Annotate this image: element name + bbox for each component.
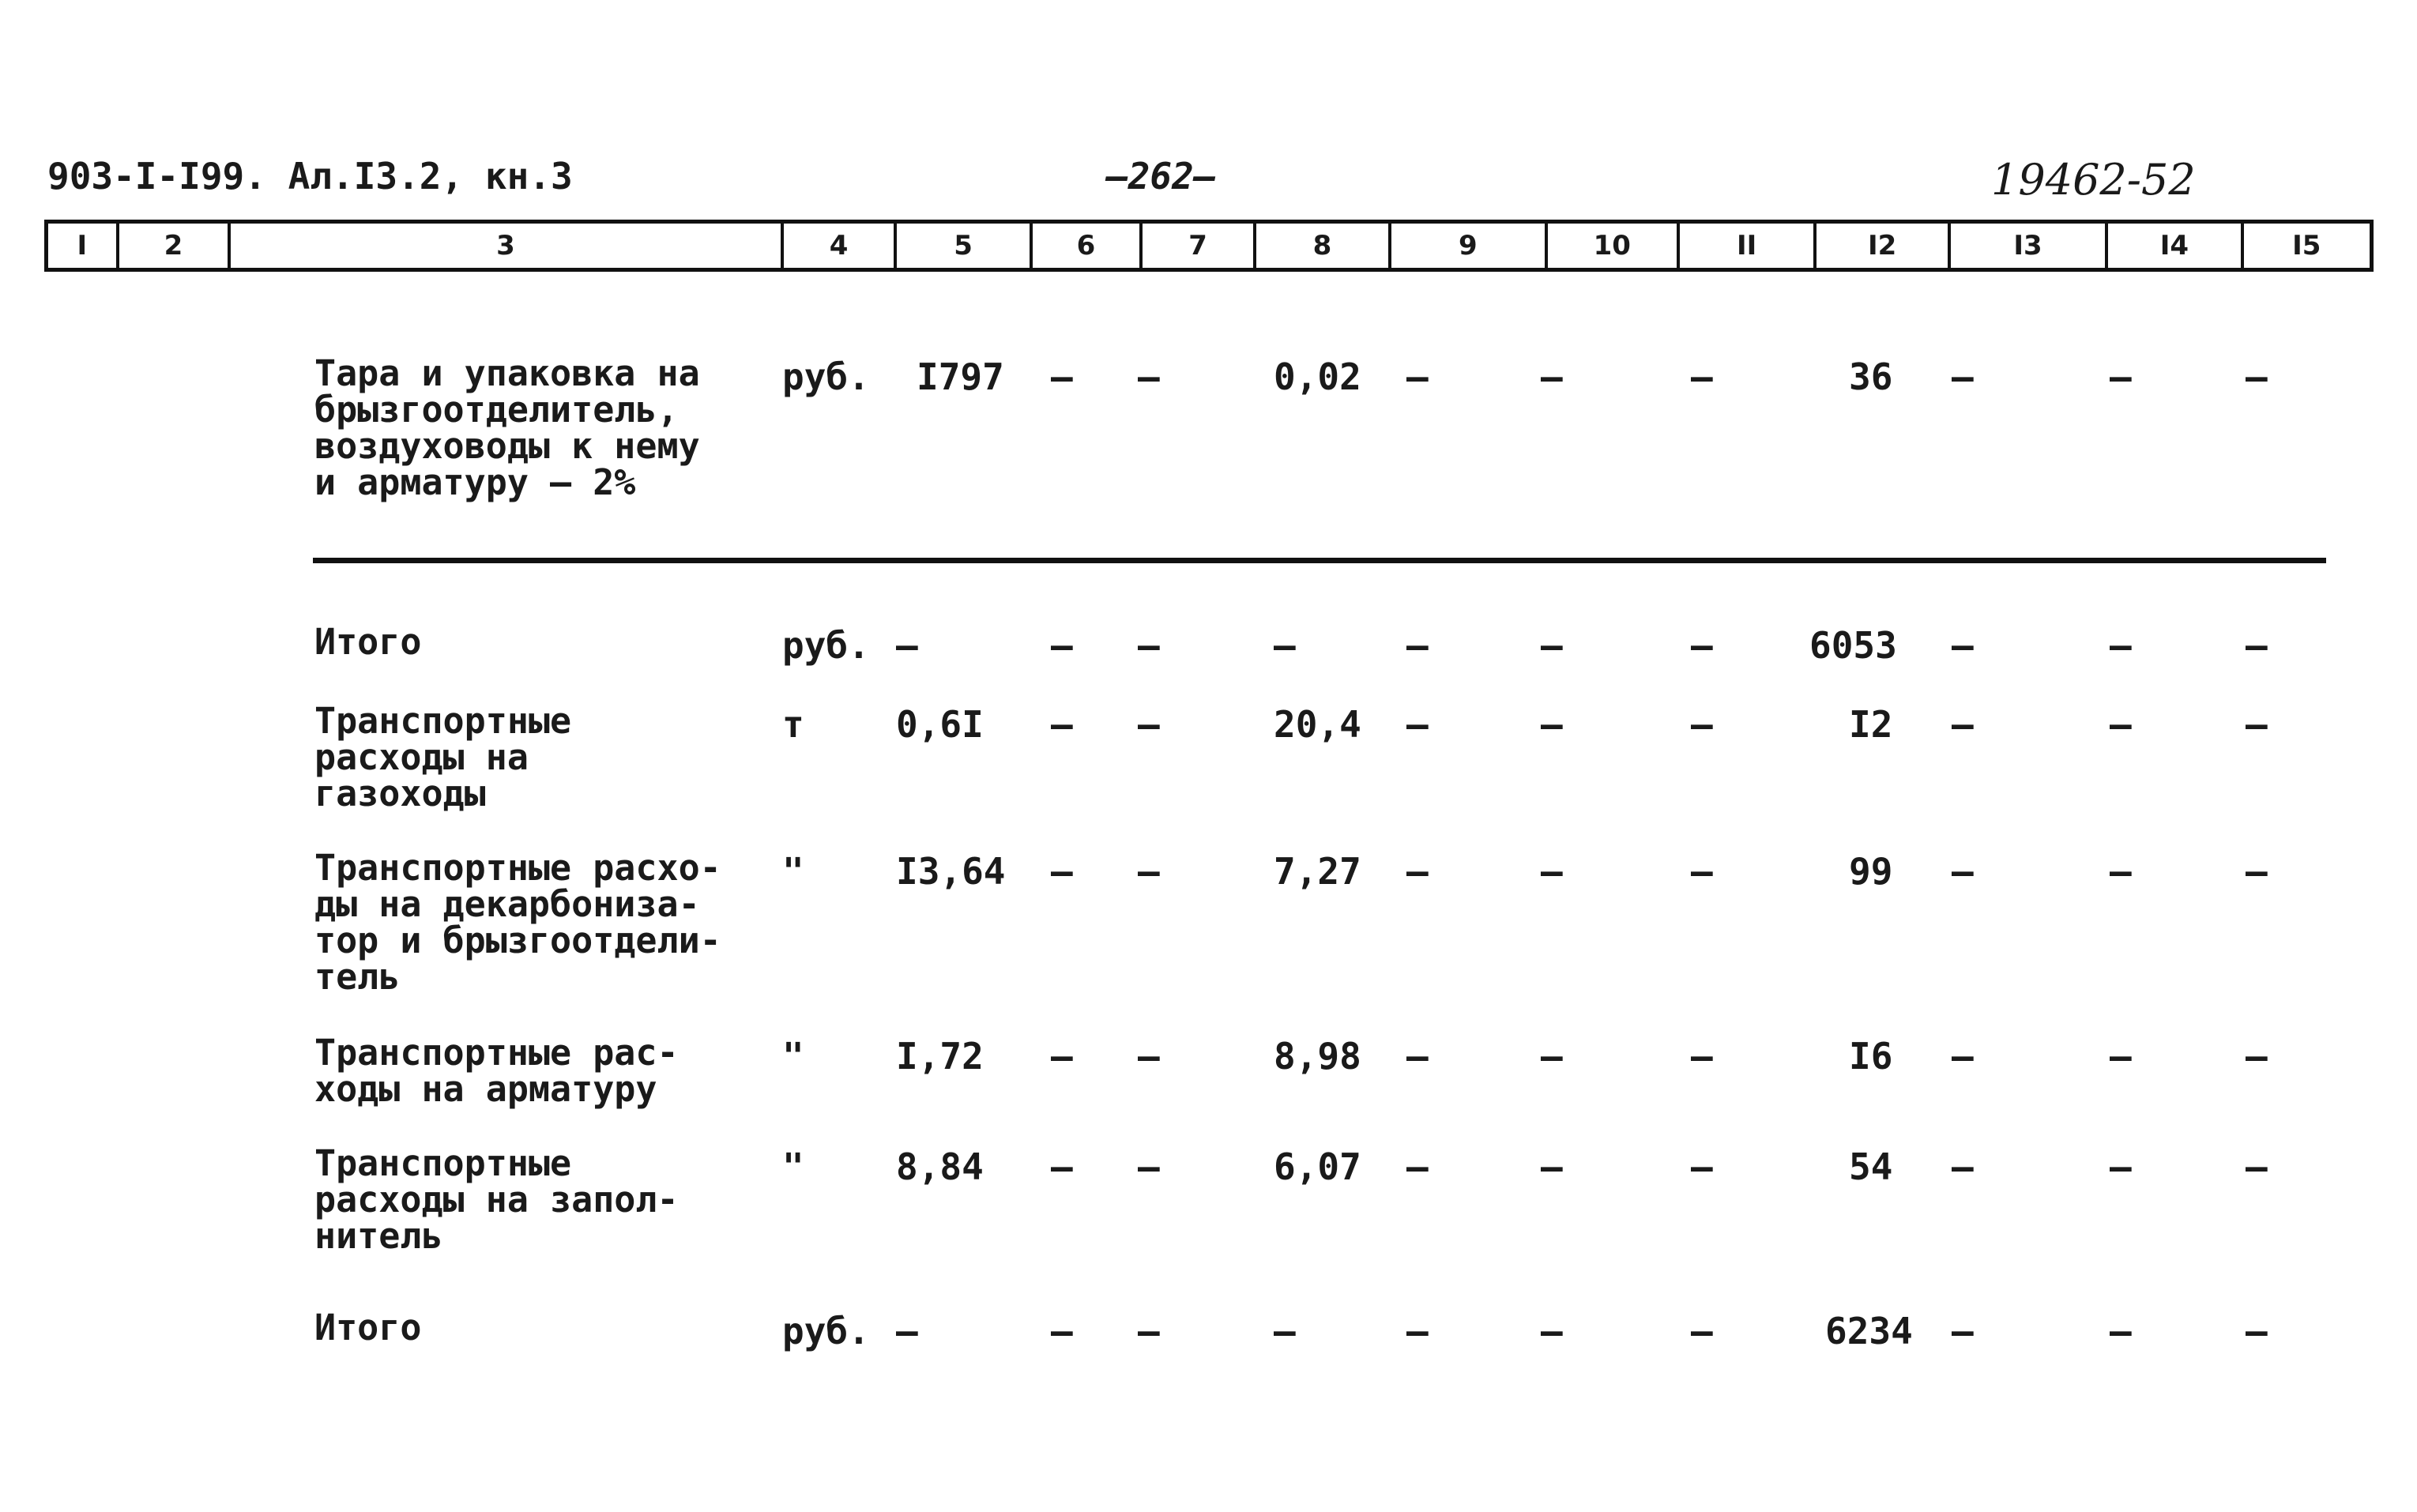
cell-col15: – — [2246, 703, 2268, 746]
cell-col10: – — [1541, 703, 1563, 746]
column-number: I5 — [2292, 230, 2321, 261]
cell-unit: руб. — [782, 624, 870, 667]
cell-col9: – — [1406, 1145, 1429, 1188]
cell-col8: 7,27 — [1274, 850, 1361, 893]
cell-col7: – — [1138, 355, 1160, 398]
cell-col13: – — [1952, 1310, 1974, 1352]
cell-col8: – — [1274, 1310, 1296, 1352]
document-reference: 903-I-I99. Ал.I3.2, кн.3 — [47, 155, 573, 197]
cell-col11: – — [1691, 850, 1713, 893]
cell-col13: – — [1952, 355, 1974, 398]
sheet-code: 19462-52 — [1991, 155, 2196, 205]
cell-quantity: 8,84 — [896, 1145, 984, 1188]
cell-col14: – — [2110, 1310, 2132, 1352]
cell-col11: – — [1691, 624, 1713, 667]
column-number: I2 — [1817, 224, 1950, 268]
cell-col9: – — [1406, 1035, 1429, 1078]
cell-col14: – — [2110, 850, 2132, 893]
section-divider — [313, 558, 2326, 563]
cell-col12: I6 — [1849, 1035, 1893, 1078]
cell-col8: 0,02 — [1274, 355, 1361, 398]
cell-col10: – — [1541, 355, 1563, 398]
cell-col6: – — [1051, 703, 1073, 746]
cell-col13: – — [1952, 1035, 1974, 1078]
item-name: Транспортные рас- ходы на арматуру — [314, 1032, 679, 1110]
cell-col15: – — [2246, 1310, 2268, 1352]
column-number: I3 — [1951, 224, 2108, 268]
column-number: 9 — [1391, 224, 1547, 268]
cell-col11: – — [1691, 703, 1713, 746]
cell-quantity: I,72 — [896, 1035, 984, 1078]
column-number: 5 — [897, 224, 1032, 268]
cell-col14: – — [2110, 624, 2132, 667]
cell-col10: – — [1541, 1310, 1563, 1352]
cell-col10: – — [1541, 624, 1563, 667]
cell-col10: – — [1541, 850, 1563, 893]
column-number: 3 — [231, 224, 784, 268]
column-number: II — [1680, 224, 1817, 268]
column-number-header — [44, 220, 2374, 272]
cell-col9: – — [1406, 850, 1429, 893]
cell-col7: – — [1138, 850, 1160, 893]
column-number: 7 — [1143, 224, 1256, 268]
cell-unit: руб. — [782, 355, 870, 398]
item-name: Транспортные расходы на газоходы — [314, 700, 572, 814]
cell-col13: – — [1952, 1145, 1974, 1188]
cell-col11: – — [1691, 1035, 1713, 1078]
cell-col15: – — [2246, 1035, 2268, 1078]
cell-col12: I2 — [1849, 703, 1893, 746]
cell-col8: 6,07 — [1274, 1145, 1361, 1188]
column-number: 4 — [784, 224, 898, 268]
cell-quantity: – — [896, 1310, 918, 1352]
cell-col10: – — [1541, 1035, 1563, 1078]
cell-col12: 54 — [1849, 1145, 1893, 1188]
page-number: —262— — [1106, 155, 1216, 197]
cell-col7: – — [1138, 624, 1160, 667]
cell-col11: – — [1691, 1145, 1713, 1188]
cell-col6: – — [1051, 1310, 1073, 1352]
cell-col7: – — [1138, 703, 1160, 746]
cell-col7: – — [1138, 1310, 1160, 1352]
cell-unit: " — [782, 1035, 804, 1078]
cell-col6: – — [1051, 355, 1073, 398]
item-name: Тара и упаковка на брызгоотделитель, воздуховоды к нему и арматуру – 2% — [314, 352, 700, 503]
cell-col15: – — [2246, 624, 2268, 667]
item-name: Транспортные расходы на запол- нитель — [314, 1142, 679, 1257]
cell-col8: 8,98 — [1274, 1035, 1361, 1078]
cell-col9: – — [1406, 624, 1429, 667]
cell-col14: – — [2110, 703, 2132, 746]
cell-col7: – — [1138, 1035, 1160, 1078]
cell-col14: – — [2110, 1035, 2132, 1078]
cell-unit: " — [782, 850, 804, 893]
cell-col15: – — [2246, 850, 2268, 893]
cell-quantity: 0,6I — [896, 703, 984, 746]
column-number: 8 — [1256, 224, 1391, 268]
column-number: 10 — [1548, 224, 1680, 268]
item-name: Итого — [314, 621, 422, 663]
cell-col12: 99 — [1849, 850, 1893, 893]
cell-col14: – — [2110, 1145, 2132, 1188]
cell-quantity: – — [896, 624, 918, 667]
cell-col6: – — [1051, 1035, 1073, 1078]
cell-col15: – — [2246, 1145, 2268, 1188]
cell-col13: – — [1952, 850, 1974, 893]
cell-col8: 20,4 — [1274, 703, 1361, 746]
column-number: 2 — [119, 224, 232, 268]
cell-col9: – — [1406, 1310, 1429, 1352]
cell-col13: – — [1952, 703, 1974, 746]
cell-col15: – — [2246, 355, 2268, 398]
cell-col11: – — [1691, 355, 1713, 398]
column-number: 6 — [1033, 224, 1143, 268]
cell-col9: – — [1406, 355, 1429, 398]
cell-col13: – — [1952, 624, 1974, 667]
item-name: Итого — [314, 1307, 422, 1348]
cell-col7: – — [1138, 1145, 1160, 1188]
cell-col12: 6234 — [1825, 1310, 1913, 1352]
cell-unit: руб. — [782, 1310, 870, 1352]
cell-col8: – — [1274, 624, 1296, 667]
cell-col6: – — [1051, 1145, 1073, 1188]
cell-col12: 6053 — [1809, 624, 1897, 667]
cell-col6: – — [1051, 850, 1073, 893]
column-number: I — [48, 224, 119, 268]
cell-col11: – — [1691, 1310, 1713, 1352]
cell-unit: т — [782, 703, 804, 746]
cell-col9: – — [1406, 703, 1429, 746]
cell-col6: – — [1051, 624, 1073, 667]
cell-col10: – — [1541, 1145, 1563, 1188]
item-name: Транспортные расхо- ды на декарбониза- тор и брызгоотдели- тель — [314, 847, 721, 998]
cell-quantity: I797 — [917, 355, 1004, 398]
cell-unit: " — [782, 1145, 804, 1188]
cell-quantity: I3,64 — [896, 850, 1006, 893]
cell-col12: 36 — [1849, 355, 1893, 398]
column-number: I4 — [2108, 224, 2243, 268]
cell-col14: – — [2110, 355, 2132, 398]
